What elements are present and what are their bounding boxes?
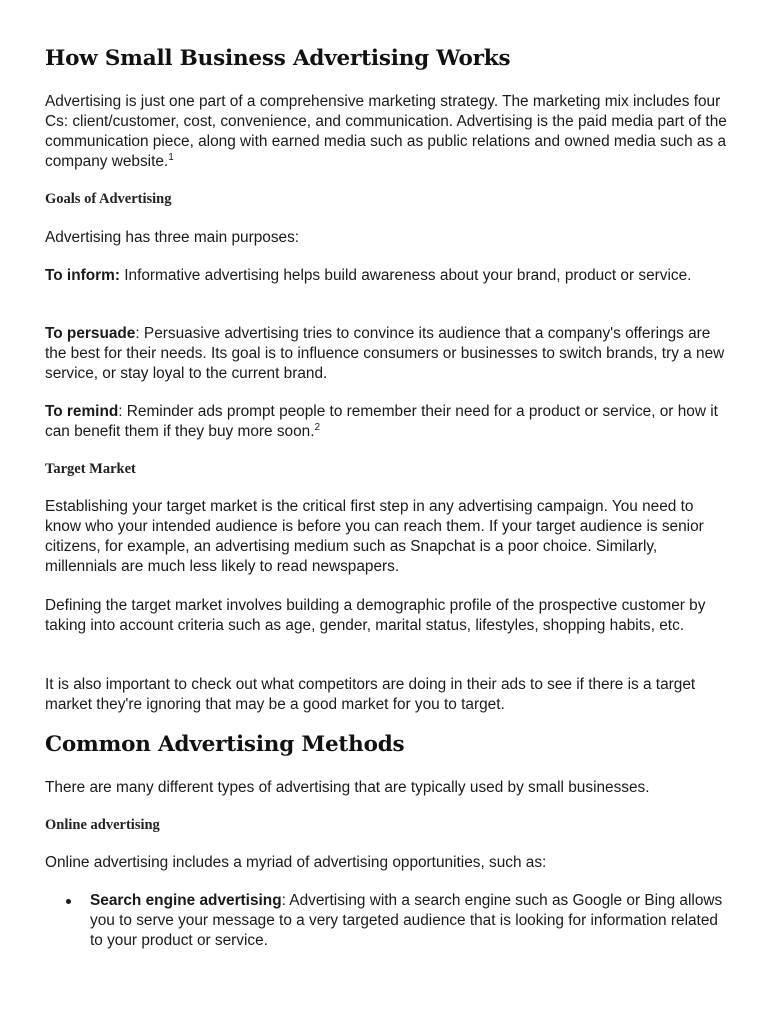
intro-paragraph: [45, 92, 730, 172]
bullet-icon: [66, 899, 71, 904]
heading-how-small-business-advertising-works: How Small Business Advertising Works: [45, 46, 511, 71]
bullet-label: Search engine advertising: [90, 892, 282, 909]
bullet-text: : Advertising with a search engine such as Google or Bing allows you to serve your message to a very targeted audience that is looking for information related to your product or service.: [90, 892, 723, 949]
target-market-paragraph-3: It is also important to check out what competitors are doing in their ads to see if there is a target market they're ignoring that may be a good market for you to target.: [45, 676, 696, 713]
intro-text: Advertising is just one part of a comprehensive marketing strategy. The marketing mix includes four Cs: client/customer, cost, convenience, and communication. Advertising is the paid media part of the communication piece, along with earned media such as public relations and owned media such as a company website.: [45, 93, 727, 170]
goal-remind: [45, 402, 730, 442]
footnote-1[interactable]: 1: [168, 152, 174, 163]
list-item: [45, 891, 730, 951]
goal-persuade-text: : Persuasive advertising tries to convince its audience that a company's offerings are the best for their needs. Its goal is to influence consumers or businesses to switch brands, try a new service, or stay loyal to the current brand.: [45, 325, 725, 382]
heading-target-market: Target Market: [45, 461, 136, 477]
methods-intro: There are many different types of advertising that are typically used by small businesses.: [45, 779, 650, 796]
goals-lead: Advertising has three main purposes:: [45, 229, 300, 246]
target-market-paragraph-2: Defining the target market involves building a demographic profile of the prospective customer by taking into account criteria such as age, gender, marital status, lifestyles, shopping habits, etc.: [45, 597, 706, 634]
online-lead: Online advertising includes a myriad of advertising opportunities, such as:: [45, 854, 547, 871]
goal-persuade: [45, 324, 730, 384]
target-market-paragraph-1: Establishing your target market is the critical first step in any advertising campaign. You need to know who your intended audience is before you can reach them. If your target audience is senior citizens, for example, an advertising medium such as Snapchat is a poor choice. Similarly, millennials are much less likely to read newspapers.: [45, 498, 704, 575]
goal-inform-text: Informative advertising helps build awareness about your brand, product or service.: [119, 267, 692, 284]
goal-inform: [45, 266, 730, 286]
online-advertising-list: [45, 891, 730, 951]
goal-remind-text: : Reminder ads prompt people to remember their need for a product or service, or how it can benefit them if they buy more soon.: [45, 403, 718, 440]
goal-remind-label: To remind: [45, 403, 119, 420]
footnote-2[interactable]: 2: [314, 422, 321, 433]
heading-common-advertising-methods: Common Advertising Methods: [45, 732, 405, 757]
heading-online-advertising: Online advertising: [45, 817, 160, 833]
goal-persuade-label: To persuade: [45, 325, 136, 342]
heading-goals-of-advertising: Goals of Advertising: [45, 191, 172, 207]
goal-inform-label: To inform:: [45, 267, 120, 284]
